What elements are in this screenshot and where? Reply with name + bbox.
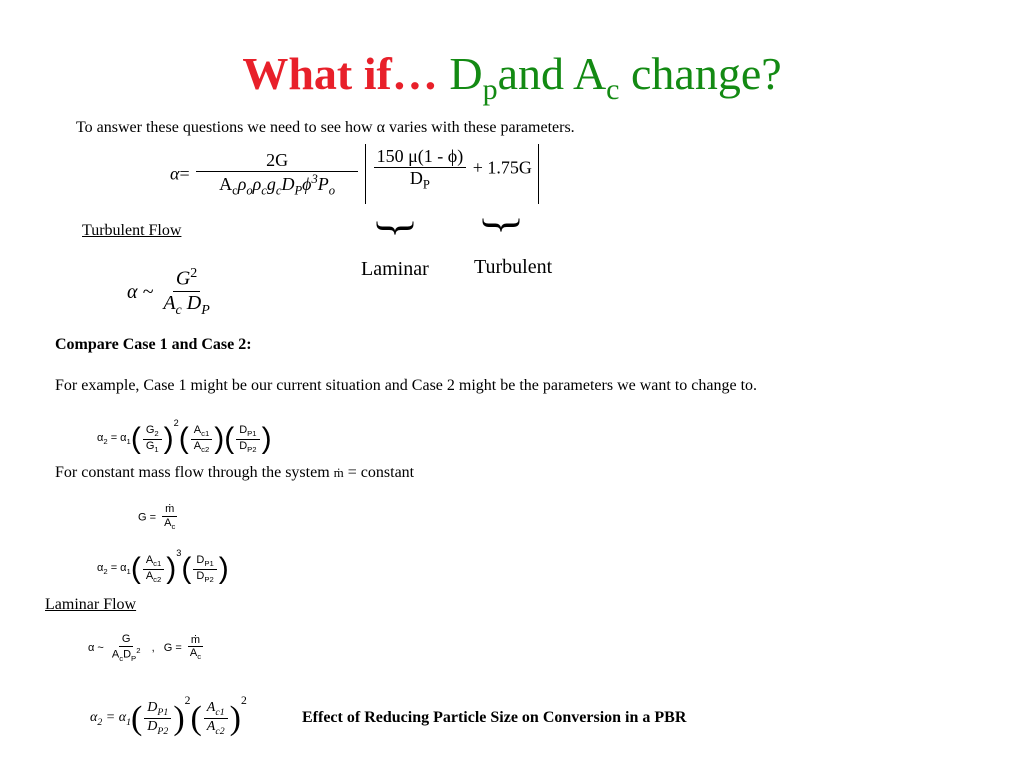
slide-title	[0, 44, 1024, 120]
laminar-relation: α ~ $\frac{G}{A_cD_P^2}$ , G = $\frac{\text{ṁ}}{A_c}$	[88, 633, 202, 663]
intro-text: To answer these questions we need to see how α varies with these parameters.	[76, 119, 575, 136]
turbulent-label: Turbulent	[474, 256, 553, 278]
compare-heading: Compare Case 1 and Case 2:	[55, 336, 252, 353]
ergun-fraction: $\frac{2G}{A_c\rho_o\rho_cg_cD_P\phi^3P_o}$	[196, 150, 358, 198]
constant-mass-text: For constant mass flow through the system ṁ = constant	[55, 464, 415, 481]
laminar-flow-heading: Laminar Flow	[45, 596, 137, 613]
turbulent-flow-heading: Turbulent Flow	[82, 222, 182, 239]
equation-alpha-ratio-3: $\alpha_2 = \alpha_1$( $\frac{D_{P1}}{D_{P2}}$ )$^2$( $\frac{A_{c1}}{A_{c2}}$ )$^2$	[90, 694, 247, 738]
laminar-label: Laminar	[361, 258, 429, 280]
title-what-if: What if…	[242, 48, 438, 99]
ergun-equation: α= $\frac{2G}{A_c\rho_o\rho_cg_cD_P\phi^3P_o}$ $\frac{150 \mu(1 - \phi)}{D_P}$ + 1.75G	[170, 144, 539, 204]
mdot-symbol: ṁ	[333, 465, 344, 480]
effect-text: Effect of Reducing Particle Size on Conversion in a PBR	[302, 709, 687, 726]
example-text: For example, Case 1 might be our current situation and Case 2 might be the parameters we want to change to.	[55, 377, 758, 394]
turbulent-relation: α ~ $\frac{G^2}{A_c D_P}$	[127, 266, 210, 318]
turbulent-brace-icon: }	[478, 214, 528, 236]
g-equation: G = $\frac{\text{ṁ}}{A_c}$	[138, 503, 176, 531]
alpha-symbol: α	[170, 163, 180, 184]
equation-alpha-ratio-2: $\alpha_2 = \alpha_1$( $\frac{A_{c1}}{A_{c2}}$ )$^3$( $\frac{D_{P1}}{D_{P2}}$ )	[97, 548, 229, 586]
equation-alpha-ratio-1: $\alpha_2 = \alpha_1$( $\frac{G_2}{G_1}$ )$^2$( $\frac{A_{c1}}{A_{c2}}$ )( $\frac{D_{P1}}{D_{P2}}$ )	[97, 418, 272, 456]
laminar-brace-icon: }	[372, 217, 422, 239]
ergun-bracket: $\frac{150 \mu(1 - \phi)}{D_P}$ + 1.75G	[365, 144, 539, 204]
title-rest: $D_pand$ $A_c$ change?	[449, 48, 782, 106]
ergun-denominator: $A_c\rho_o\rho_cg_cD_P\phi^3P_o$	[219, 171, 336, 198]
